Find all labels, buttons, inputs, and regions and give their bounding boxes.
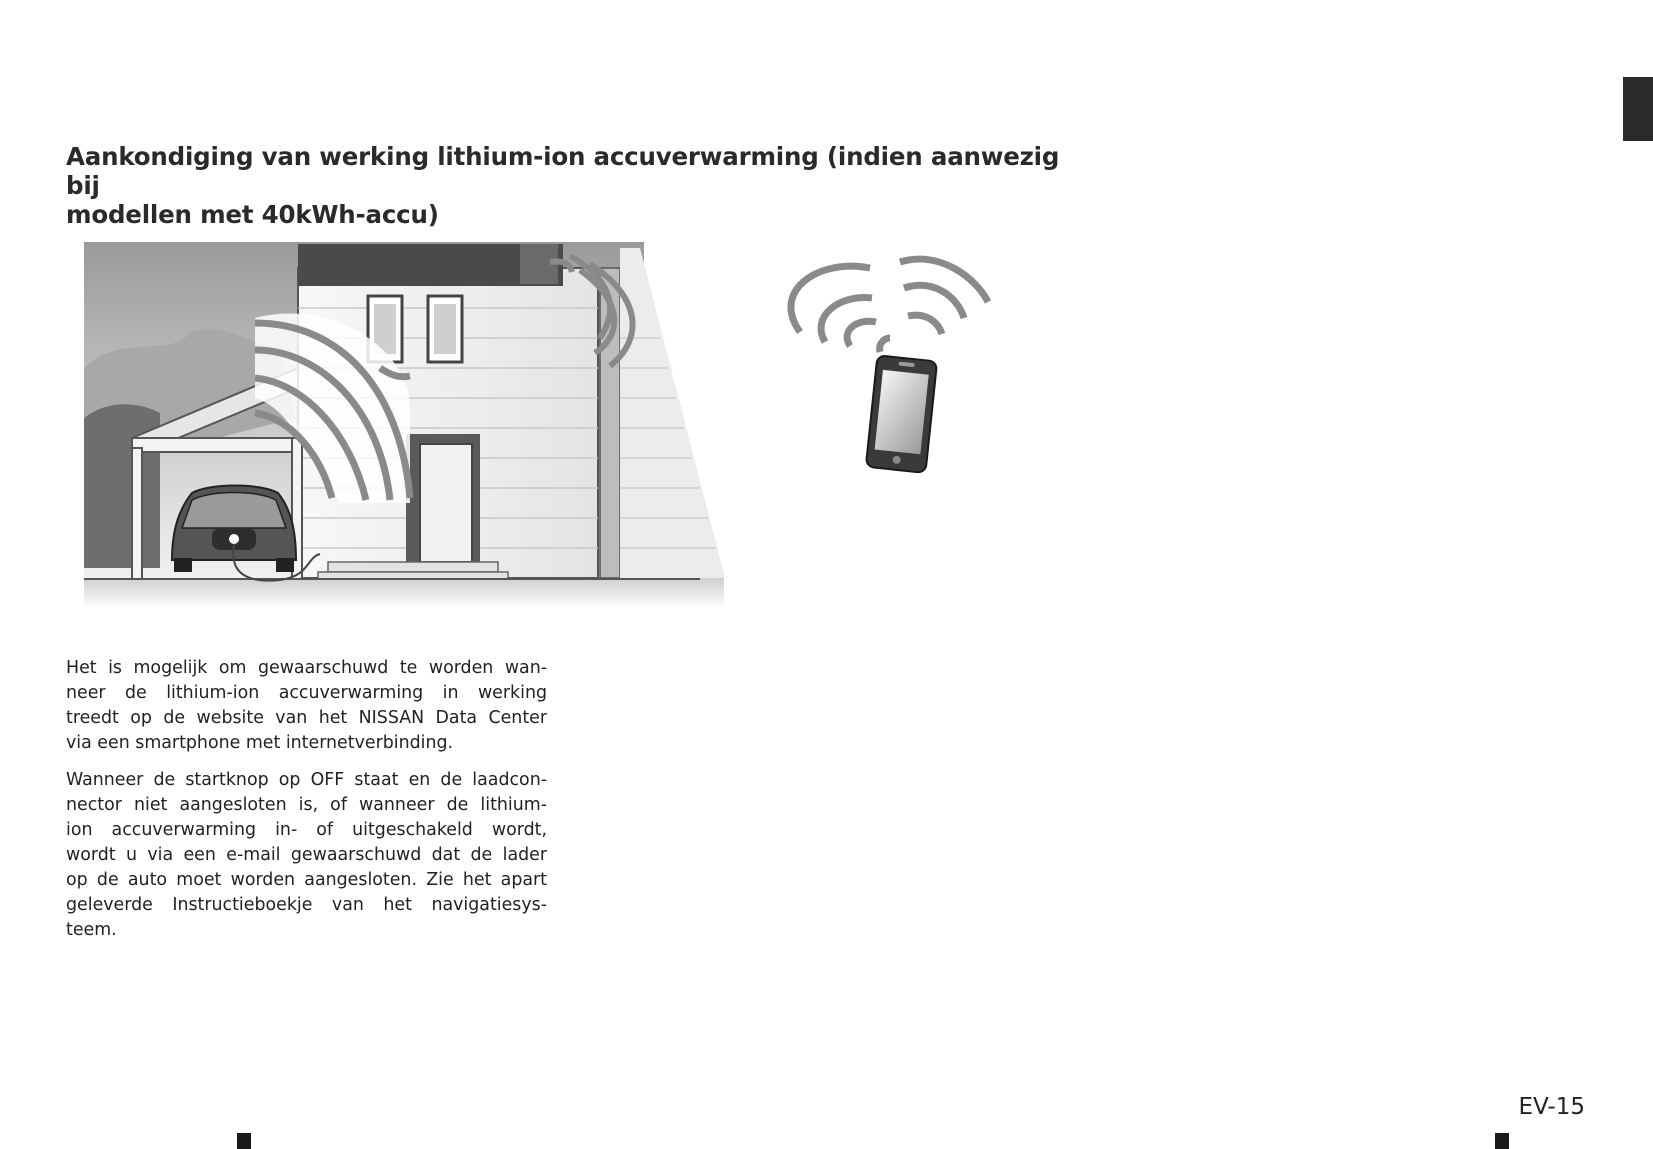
illustration-house-car-smartphone <box>80 238 1000 618</box>
text-line: Het is mogelijk om gewaarschuwd te worden wan- <box>66 658 547 678</box>
text-line: wordt u via een e-mail gewaarschuwd dat de lader <box>66 845 547 865</box>
paragraph-2 <box>66 768 547 943</box>
page-title <box>66 142 1066 229</box>
title-line-1: Aankondiging van werking lithium-ion accuverwarming (indien aanwezig bij <box>66 142 1060 200</box>
title-line-2: modellen met 40kWh-accu) <box>66 200 439 229</box>
smartphone-icon <box>866 355 937 473</box>
text-line: op de auto moet worden aangesloten. Zie het apart <box>66 870 547 890</box>
crop-mark-left <box>237 1133 251 1149</box>
paragraph-1 <box>66 656 547 756</box>
text-line: neer de lithium-ion accuverwarming in werking <box>66 683 547 703</box>
crop-mark-right <box>1495 1133 1509 1149</box>
text-line: treedt op de website van het NISSAN Data Center <box>66 708 547 728</box>
text-line: via een smartphone met internetverbinding. <box>66 733 454 753</box>
text-line: teem. <box>66 920 117 940</box>
page-number: EV-15 <box>1518 1094 1585 1120</box>
text-line: Wanneer de startknop op OFF staat en de laadcon- <box>66 770 547 790</box>
text-line: nector niet aangesloten is, of wanneer de lithium- <box>66 795 547 815</box>
body-text <box>66 656 547 955</box>
section-tab-marker <box>1623 77 1653 141</box>
text-line: ion accuverwarming in- of uitgeschakeld wordt, <box>66 820 547 840</box>
text-line: geleverde Instructieboekje van het navigatiesys- <box>66 895 547 915</box>
